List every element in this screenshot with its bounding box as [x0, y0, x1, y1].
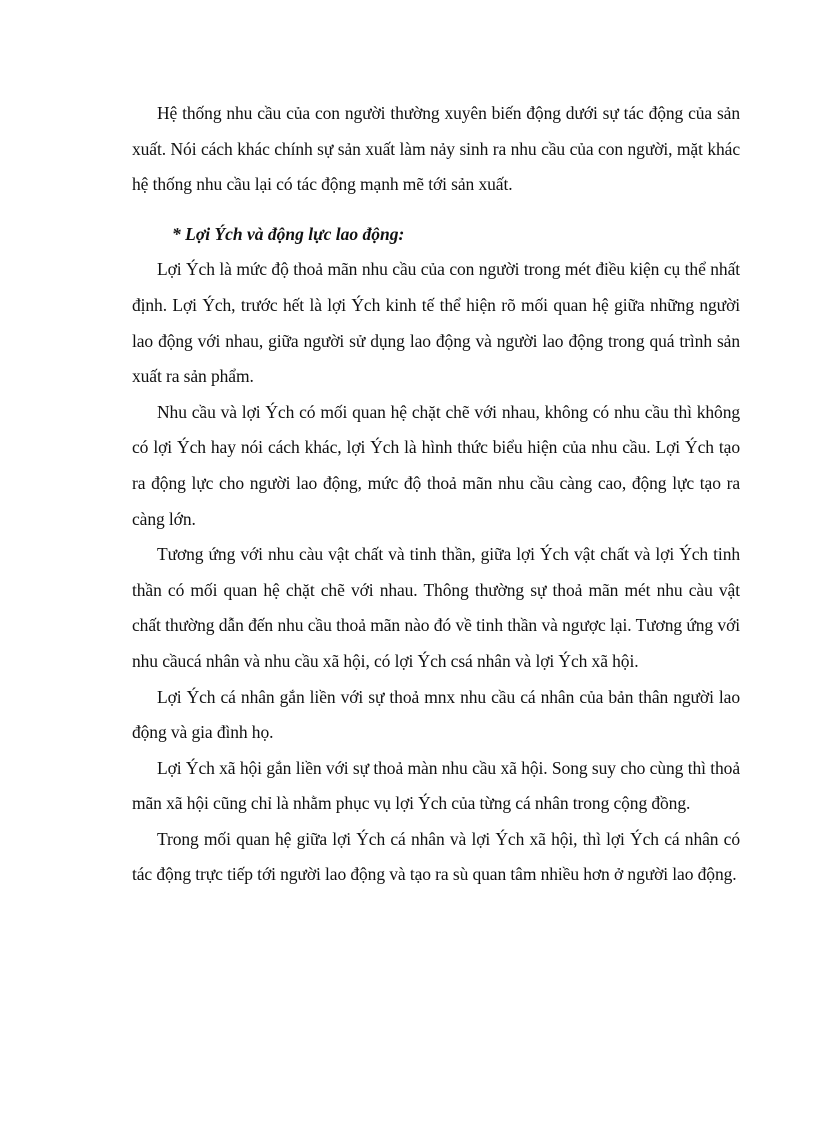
paragraph-3: Tương ứng với nhu càu vật chất và tinh thần, giữa lợi Ých vật chất và lợi Ých tinh thần có mối quan hệ chặt chẽ với nhau. Thông thường sự thoả mãn mét nhu càu vật chất thường dẫn đến nhu cầu thoả mãn nào đó về tinh thần và ngược lại. Tương ứng với nhu cầucá nhân và nhu cầu xã hội, có lợi Ých csá nhân và lợi Ých xã hội.: [132, 544, 740, 671]
paragraph-5: Lợi Ých xã hội gắn liền với sự thoả màn nhu cầu xã hội. Song suy cho cùng thì thoả mãn xã hội cũng chỉ là nhằm phục vụ lợi Ých của từng cá nhân trong cộng đồng.: [132, 757, 740, 814]
section-heading: * Lợi Ých và động lực lao động:: [172, 223, 405, 244]
paragraph-4: Lợi Ých cá nhân gắn liền với sự thoả mnx nhu cầu cá nhân của bản thân người lao động và gia đình họ.: [132, 686, 740, 743]
intro-paragraph: Hệ thống nhu cầu của con người thường xuyên biến động dưới sự tác động của sản xuất. Nói cách khác chính sự sản xuất làm nảy sinh ra nhu cầu của con người, mặt khác hệ thống nhu cầu lại có tác động mạnh mẽ tới sản xuất.: [132, 103, 740, 195]
document-page: [132, 96, 740, 893]
paragraph-2: Nhu cầu và lợi Ých có mối quan hệ chặt chẽ với nhau, không có nhu cầu thì không có lợi Ých hay nói cách khác, lợi Ých là hình thức biểu hiện của nhu cầu. Lợi Ých tạo ra động lực cho người lao động, mức độ thoả mãn nhu cầu càng cao, động lực tạo ra càng lớn.: [132, 401, 740, 529]
paragraph-1: Lợi Ých là mức độ thoả mãn nhu cầu của con người trong mét điều kiện cụ thể nhất định. Lợi Ých, trước hết là lợi Ých kinh tế thể hiện rõ mối quan hệ giữa những người lao động với nhau, giữa người sử dụng lao động và người lao động trong quá trình sản xuất ra sản phẩm.: [132, 259, 740, 387]
paragraph-6: Trong mối quan hệ giữa lợi Ých cá nhân và lợi Ých xã hội, thì lợi Ých cá nhân có tác động trực tiếp tới người lao động và tạo ra sù quan tâm nhiều hơn ở người lao động.: [132, 828, 740, 885]
